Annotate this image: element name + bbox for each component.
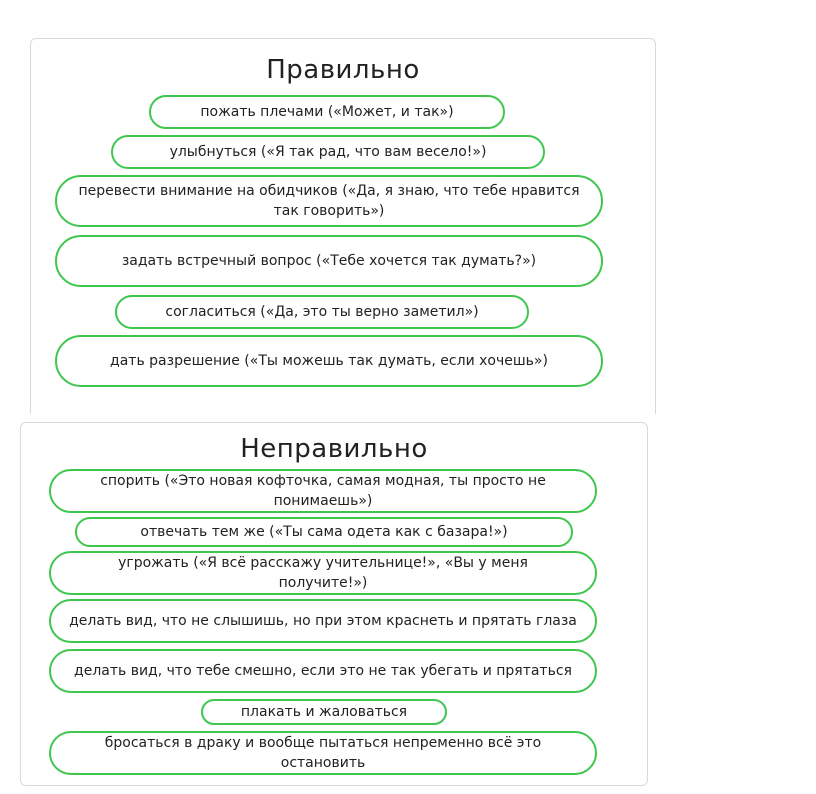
correct-item-5 [115, 295, 529, 329]
wrong-item-6 [201, 699, 447, 725]
correct-actions-card [30, 38, 656, 414]
wrong-item-text: бросаться в драку и вообще пытаться непременно всё это остановить [104, 735, 542, 771]
correct-item-text: улыбнуться («Я так рад, что вам весело!») [169, 144, 487, 160]
wrong-actions-card [20, 422, 648, 786]
wrong-item-text: отвечать тем же («Ты сама одета как с базара!») [140, 524, 508, 540]
correct-item-text: задать встречный вопрос («Тебе хочется так думать?») [121, 253, 537, 269]
wrong-title: Неправильно [240, 434, 428, 464]
wrong-item-text: делать вид, что не слышишь, но при этом краснеть и прятать глаза [69, 613, 577, 629]
wrong-item-3 [49, 551, 597, 595]
wrong-item-text: делать вид, что тебе смешно, если это не так убегать и прятаться [74, 663, 572, 679]
wrong-item-2 [75, 517, 573, 547]
wrong-item-text: плакать и жаловаться [240, 704, 408, 720]
correct-item-1 [149, 95, 505, 129]
wrong-item-text: спорить («Это новая кофточка, самая модная, ты просто не понимаешь») [100, 473, 546, 509]
wrong-item-1 [49, 469, 597, 513]
wrong-item-4 [49, 599, 597, 643]
correct-item-text: пожать плечами («Может, и так») [200, 104, 454, 120]
correct-item-4 [55, 235, 603, 287]
correct-item-6 [55, 335, 603, 387]
correct-item-text: согласиться («Да, это ты верно заметил») [165, 304, 479, 320]
correct-item-2 [111, 135, 545, 169]
wrong-item-5 [49, 649, 597, 693]
correct-item-3 [55, 175, 603, 227]
wrong-item-text: угрожать («Я всё расскажу учительнице!», «Вы у меня получите!») [118, 555, 528, 591]
wrong-item-7 [49, 731, 597, 775]
correct-item-text: перевести внимание на обидчиков («Да, я знаю, что тебе нравится так говорить») [78, 183, 580, 219]
correct-item-text: дать разрешение («Ты можешь так думать, если хочешь») [110, 353, 548, 369]
correct-title: Правильно [266, 55, 420, 85]
